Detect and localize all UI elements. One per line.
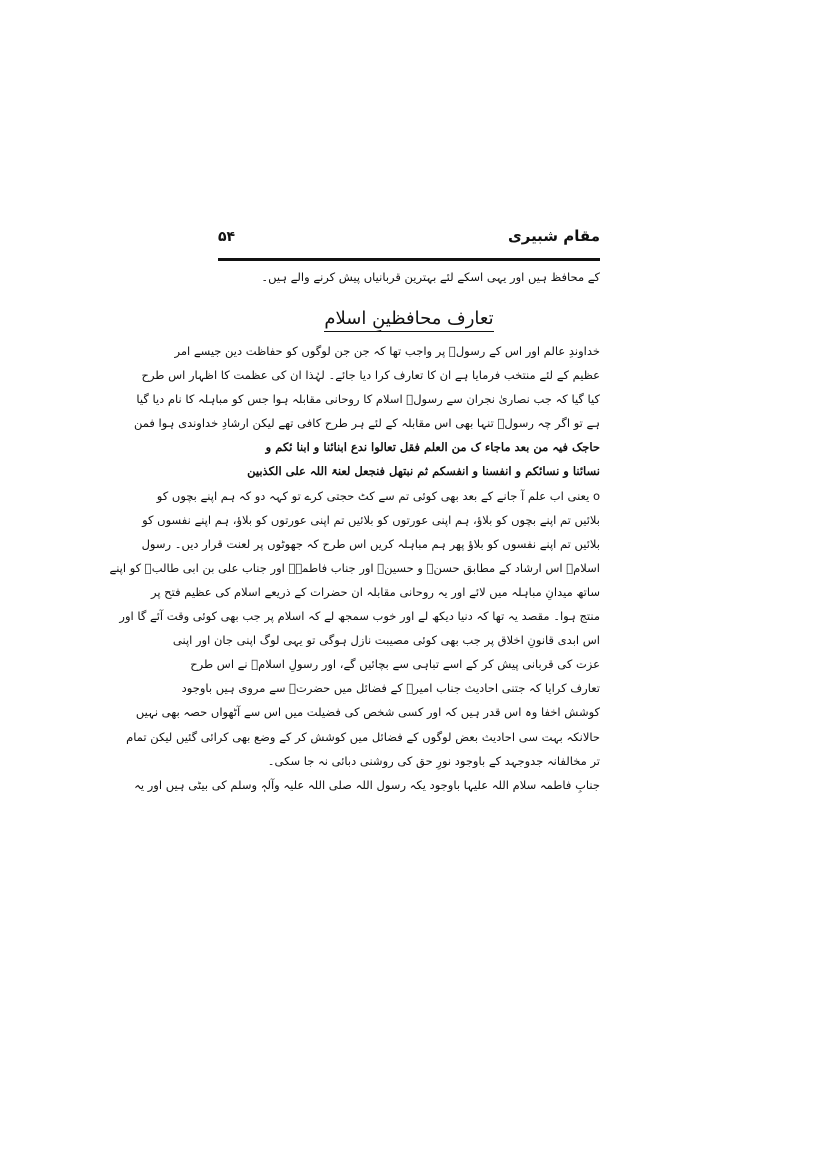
text-line: خداوندِ عالم اور اس کے رسولؐ پر واجب تھا کہ جن جن لوگوں کو حفاظت دین جیسے امر [174, 344, 600, 358]
text-line: عظیم کے لئے منتخب فرمایا ہے ان کا تعارف کرا دیا جائے۔ لہٰذا ان کی عظمت کا اظہار اس طرح [141, 368, 600, 383]
text-line: اسلامؐ اس ارشاد کے مطابق حسنؑ و حسینؑ اور جناب فاطمہؑ اور جناب علی بن ابی طالبؑ کو اپنے [109, 560, 600, 575]
text-line: ساتھ میدانِ مباہلہ میں لائے اور یہ روحانی مقابلہ ان حضرات کے ذریعے اسلام کی عظیم فتح پر [150, 584, 600, 599]
text-line: o یعنی اب علم آ جانے کے بعد بھی کوئی تم سے کٹ حجتی کرے تو کہہ دو کہ ہم اپنے بچوں کو [156, 488, 600, 503]
text-line: حالانکہ بہت سی احادیث بعض لوگوں کے فضائل میں کوشش کر کے وضع بھی کرائی گئیں لیکن تمام [126, 729, 600, 744]
text-line: کوشش اخفا وہ اس قدر ہیں کہ اور کسی شخص کی فضیلت میں اس سے آٹھواں حصہ بھی نہیں [135, 705, 600, 720]
text-line: تعارف کرایا کہ جتنی احادیث جناب امیرؑ کے فضائل میں حضرتؐ سے مروی ہیں باوجود [181, 681, 600, 696]
section-heading [218, 306, 600, 332]
quran-verse-line: حاجک فیہ من بعد ماجاء ک من العلم فقل تعالوا ندع ابنائنا و ابنا ئکم و [265, 440, 600, 455]
intro-line: کے محافظ ہیں اور یہی اسکے لئے بہترین قربانیاں پیش کرنے والے ہیں۔ [261, 270, 600, 284]
header-rule [218, 258, 600, 261]
page-number: ۵۴ [218, 229, 236, 245]
section-heading-text: تعارف محافظینِ اسلام [324, 308, 493, 332]
body-paragraph [109, 339, 600, 797]
text-line: بلائیں تم اپنے نفسوں کو بلاؤ پھر ہم مباہلہ کریں اس طرح کہ جھوٹوں پر لعنت قرار دیں۔ رسول [141, 536, 600, 551]
text-line: بلائیں تم اپنے بچوں کو بلاؤ، ہم اپنی عورتوں کو بلائیں تم اپنی عورتوں کو بلاؤ، ہم اپنے نفسوں کو [142, 512, 600, 527]
text-line: جنابِ فاطمہ سلام اللہ علیہا باوجود یکہ رسول اللہ صلی اللہ علیہ وآلہٖ وسلم کی بیٹی ہیں اور یہ [134, 777, 600, 792]
text-line: تر مخالفانہ جدوجہد کے باوجود نورِ حق کی روشنی دبائی نہ جا سکی۔ [267, 753, 600, 768]
book-title: مقام شبیری [507, 227, 600, 245]
text-line: عزت کی قربانی پیش کر کے اسے تباہی سے بچائیں گے، اور رسولِ اسلامؐ نے اس طرح [190, 657, 600, 672]
text-line: ہے تو اگر چہ رسولؐ تنہا بھی اس مقابلہ کے لئے ہر طرح کافی تھے لیکن ارشادِ خداوندی ہوا فمن [133, 416, 600, 431]
text-line: منتج ہوا۔ مقصد یہ تھا کہ دنیا دیکھ لے اور خوب سمجھ لے کہ اسلام پر جب بھی کوئی وقت آئے گا اور [119, 609, 600, 624]
text-line: کیا گیا کہ جب نصاریٰ نجران سے رسولؐ اسلام کا روحانی مقابلہ ہوا جس کو مباہلہ کا نام دیا گیا [136, 392, 600, 407]
page-header [218, 225, 600, 255]
quran-verse-line: نسائنا و نسائکم و انفسنا و انفسکم ثم نبتھل فنجعل لعنۃ اللہ علی الکذبین [247, 464, 600, 479]
text-line: اس ابدی قانونِ اخلاق پر جب بھی کوئی مصیبت نازل ہوگی تو یہی لوگ اپنی جان اور اپنی [172, 633, 600, 648]
